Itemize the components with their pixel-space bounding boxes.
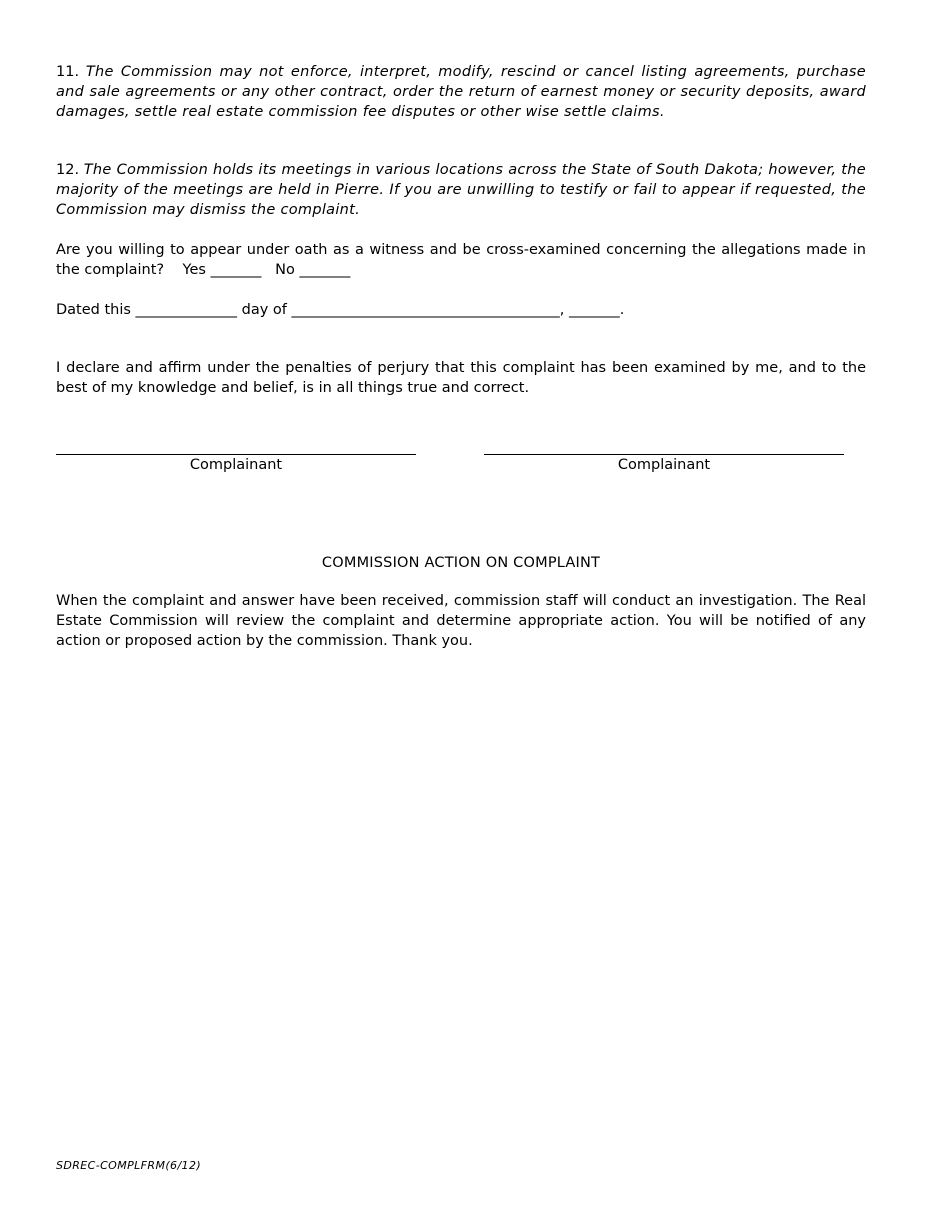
witness-question-text: Are you willing to appear under oath as a witness and be cross-examined concerning the allegations made in the complaint? (56, 242, 866, 278)
item-11-text: The Commission may not enforce, interpret, modify, rescind or cancel listing agreements, purchase and sale agreements or any other contract, order the return of earnest money or security deposits, award damages, settle real estate commission fee disputes or other wise settle claims. (56, 64, 866, 120)
dated-comma: , (559, 302, 565, 318)
commission-action-body: When the complaint and answer have been received, commission staff will conduct an investigation. The Real Estate Commission will review the complaint and determine appropriate action. You will be notified of any action or proposed action by the commission. Thank you. (56, 593, 866, 649)
signature-row (56, 442, 844, 475)
signature-label-right: Complainant (617, 457, 711, 473)
dated-line (56, 300, 866, 320)
item-12-number: 12. (56, 162, 80, 178)
dated-prefix: Dated this (56, 302, 131, 318)
item-12-paragraph (56, 160, 866, 220)
yes-blank-field[interactable]: _______ (210, 262, 262, 278)
no-label: No (275, 262, 295, 278)
month-blank-field[interactable]: _____________________________________ (291, 302, 560, 318)
signature-line-right[interactable] (484, 442, 844, 455)
day-of-label: day of (241, 302, 287, 318)
signature-label-left: Complainant (189, 457, 283, 473)
day-blank-field[interactable]: ______________ (135, 302, 238, 318)
perjury-declaration: I declare and affirm under the penalties of perjury that this complaint has been examined by me, and to the best of my knowledge and belief, is in all things true and correct. (56, 360, 866, 396)
document-page (56, 62, 866, 651)
no-blank-field[interactable]: _______ (299, 262, 351, 278)
commission-action-title: COMMISSION ACTION ON COMPLAINT (321, 555, 601, 571)
dated-period: . (619, 302, 625, 318)
form-code-footer: SDREC-COMPLFRM(6/12) (56, 1159, 202, 1172)
signature-block-right (484, 442, 844, 475)
signature-line-left[interactable] (56, 442, 416, 455)
signature-block-left (56, 442, 416, 475)
item-11-number: 11. (56, 64, 80, 80)
yes-label: Yes (182, 262, 206, 278)
item-11-paragraph (56, 62, 866, 122)
item-12-text: The Commission holds its meetings in various locations across the State of South Dakota; however, the majority of the meetings are held in Pierre. If you are unwilling to testify or fail to appear if requested, the Commission may dismiss the complaint. (56, 162, 867, 218)
witness-question (56, 240, 866, 280)
year-blank-field[interactable]: _______ (569, 302, 620, 318)
